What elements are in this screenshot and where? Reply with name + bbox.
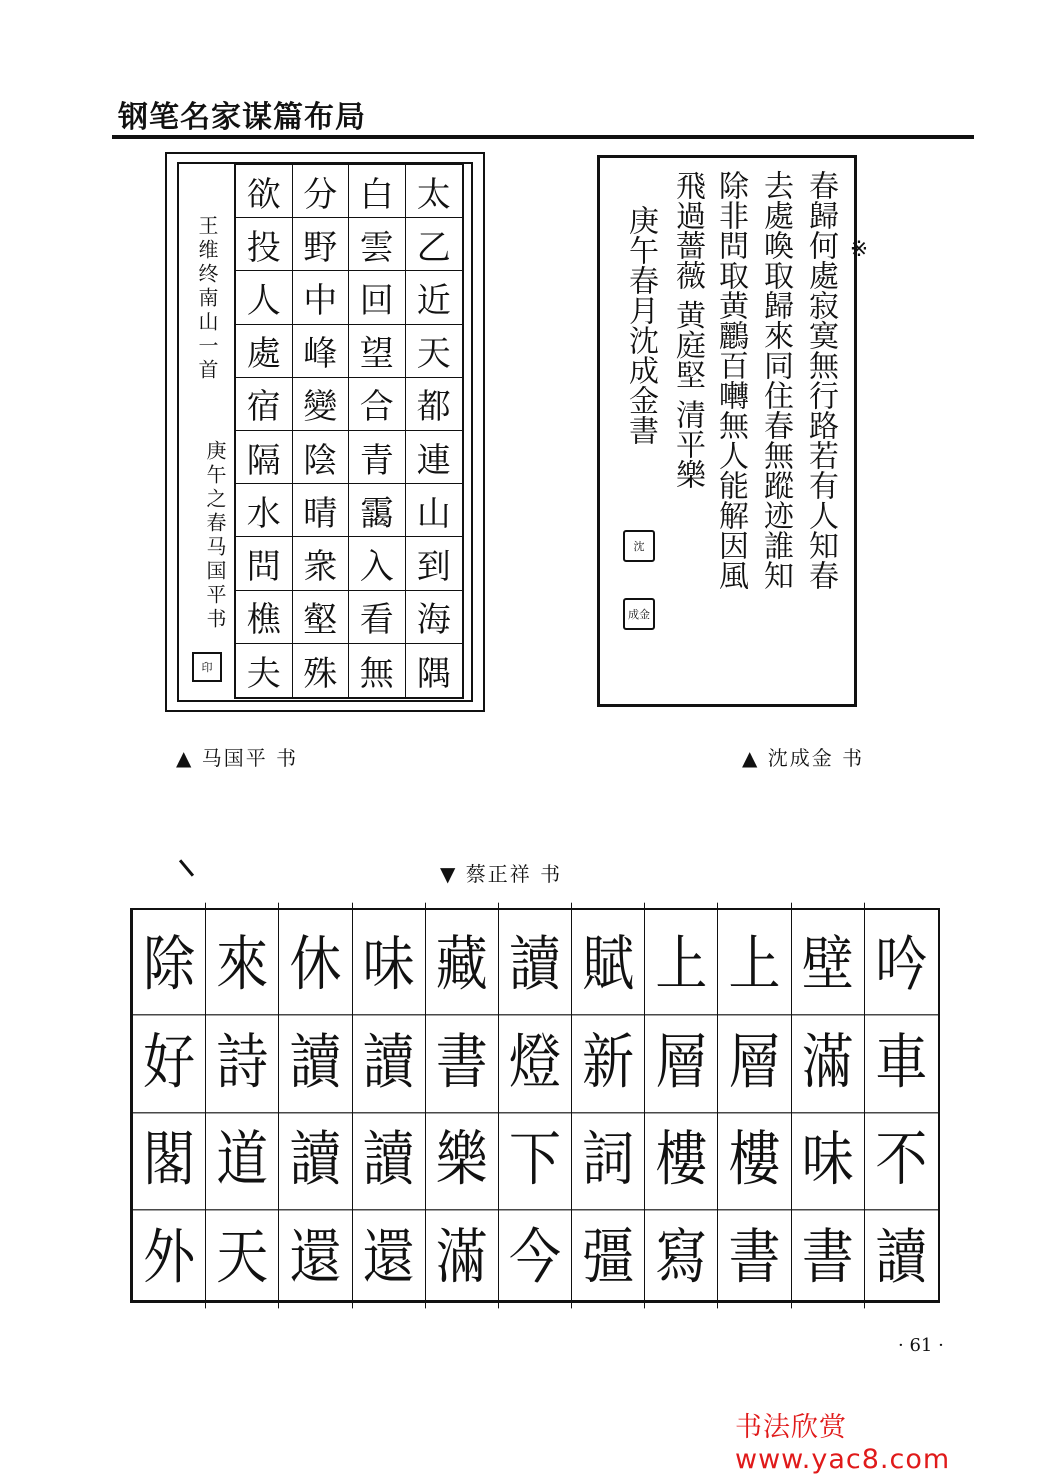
cai-grid-cell: 味	[792, 1098, 865, 1210]
ma-grid-cell: 晴	[293, 484, 350, 537]
scan-mark	[179, 859, 194, 876]
cai-grid-cell: 賦	[572, 903, 645, 1015]
ma-grid-cell: 山	[406, 484, 463, 537]
cai-grid-cell: 今	[499, 1195, 572, 1307]
cai-grid-cell: 不	[865, 1098, 938, 1210]
cai-grid-cell: 壁	[792, 903, 865, 1015]
ma-grid-cell: 殊	[293, 644, 350, 697]
cai-grid-cell: 燈	[499, 1000, 572, 1112]
ma-grid-cell: 衆	[293, 537, 350, 590]
ma-grid-cell: 回	[349, 271, 406, 324]
ma-grid-cell: 人	[236, 271, 293, 324]
cai-grid-cell: 滿	[426, 1195, 499, 1307]
ma-grid-cell: 投	[236, 218, 293, 271]
ma-grid-cell: 天	[406, 325, 463, 378]
cai-grid-cell: 天	[206, 1195, 279, 1307]
cai-zhengxiang-character-grid	[130, 908, 940, 1303]
cai-grid-cell: 書	[792, 1195, 865, 1307]
cai-grid-cell: 新	[572, 1000, 645, 1112]
cai-grid-cell: 層	[718, 1000, 791, 1112]
ma-grid-cell: 野	[293, 218, 350, 271]
shen-column-2: 去處喚取歸來同住春無蹤迹誰知	[758, 170, 793, 590]
page-number: · 61 ·	[898, 1335, 944, 1356]
cai-grid-cell: 好	[133, 1000, 206, 1112]
cai-grid-cell: 休	[279, 903, 352, 1015]
cai-grid-cell: 層	[645, 1000, 718, 1112]
cai-grid-cell: 書	[718, 1195, 791, 1307]
ma-grid-cell: 到	[406, 537, 463, 590]
cai-grid-cell: 樂	[426, 1098, 499, 1210]
header-rule	[112, 135, 974, 139]
cai-grid-cell: 詩	[206, 1000, 279, 1112]
cai-grid-cell: 讀	[353, 1098, 426, 1210]
site-watermark: 书法欣赏 www.yac8.com	[735, 1412, 951, 1475]
ma-grid-cell: 青	[349, 431, 406, 484]
cai-grid-cell: 樓	[718, 1098, 791, 1210]
ma-inscription-date: 庚午之春马国平书	[203, 440, 227, 632]
shen-chengjin-caption: ▲ 沈成金 书	[742, 746, 865, 770]
cai-grid-cell: 道	[206, 1098, 279, 1210]
shen-column-4: 飛過薔薇 黄庭堅 清平樂	[670, 170, 705, 490]
ma-grid-cell: 宿	[236, 378, 293, 431]
cai-grid-cell: 閣	[133, 1098, 206, 1210]
ma-grid-cell: 太	[406, 165, 463, 218]
ma-grid-cell: 海	[406, 591, 463, 644]
cai-grid-cell: 彊	[572, 1195, 645, 1307]
shen-seal-2: 成金	[623, 598, 655, 630]
cai-grid-cell: 除	[133, 903, 206, 1015]
ma-grid-cell: 隅	[416, 653, 451, 694]
ma-grid-cell: 分	[293, 165, 350, 218]
ma-grid-cell: 看	[349, 591, 406, 644]
cai-grid-cell: 書	[426, 1000, 499, 1112]
ma-grid-cell: 都	[406, 378, 463, 431]
ma-grid-cell: 無	[349, 644, 406, 697]
ma-grid-cell: 連	[406, 431, 463, 484]
ma-guoping-caption: ▲ 马国平 书	[176, 746, 299, 770]
cai-zhengxiang-caption: ▼ 蔡正祥 书	[440, 862, 563, 886]
ma-grid-cell: 壑	[293, 591, 350, 644]
ma-grid-cell: 入	[349, 537, 406, 590]
cai-grid-cell: 滿	[792, 1000, 865, 1112]
ma-grid-cell: 近	[406, 271, 463, 324]
ma-grid-cell: 隔	[236, 431, 293, 484]
cai-grid-cell: 車	[865, 1000, 938, 1112]
cai-grid-cell: 讀	[279, 1098, 352, 1210]
ma-grid-cell: 陰	[293, 431, 350, 484]
shen-column-1: 春歸何處寂寞無行路若有人知春	[803, 170, 838, 590]
ma-grid-cell: 變	[293, 378, 350, 431]
cai-grid-cell: 吟	[865, 903, 938, 1015]
ma-grid-cell: 中	[293, 271, 350, 324]
cai-grid-cell: 讀	[279, 1000, 352, 1112]
ma-grid-cell: 望	[349, 325, 406, 378]
cai-grid-cell: 讀	[499, 903, 572, 1015]
cai-grid-cell: 下	[499, 1098, 572, 1210]
ma-inscription-title: 王维终南山一首	[195, 215, 219, 383]
ma-guoping-character-grid	[234, 163, 464, 699]
ma-grid-cell: 樵	[236, 591, 293, 644]
ma-grid-cell: 問	[236, 537, 293, 590]
cai-grid-cell: 還	[279, 1195, 352, 1307]
page-title: 钢笔名家谋篇布局	[118, 100, 366, 135]
ma-grid-cell: 夫	[236, 644, 293, 697]
cai-grid-cell: 外	[133, 1195, 206, 1307]
cai-grid-cell: 樓	[645, 1098, 718, 1210]
cai-grid-cell: 藏	[426, 903, 499, 1015]
ma-grid-cell: 峰	[293, 325, 350, 378]
cai-grid-cell: 寫	[645, 1195, 718, 1307]
cai-grid-cell: 還	[353, 1195, 426, 1307]
cai-grid-cell: 來	[206, 903, 279, 1015]
cai-grid-cell: 讀	[875, 1223, 928, 1293]
cai-grid-cell: 讀	[353, 1000, 426, 1112]
cai-grid-cell: 味	[353, 903, 426, 1015]
shen-title-mark: ※	[849, 236, 869, 262]
ma-grid-cell: 靄	[349, 484, 406, 537]
shen-column-5: 庚午春月沈成金書	[623, 205, 658, 445]
ma-grid-cell: 水	[236, 484, 293, 537]
shen-seal-1: 沈	[623, 530, 655, 562]
shen-column-3: 除非問取黄鸝百囀無人能解因風	[713, 170, 748, 590]
ma-grid-cell: 雲	[349, 218, 406, 271]
ma-grid-cell: 白	[349, 165, 406, 218]
ma-grid-cell: 乙	[406, 218, 463, 271]
ma-grid-cell: 處	[236, 325, 293, 378]
cai-grid-cell: 上	[718, 903, 791, 1015]
ma-grid-cell: 合	[349, 378, 406, 431]
cai-grid-cell: 詞	[572, 1098, 645, 1210]
cai-grid-cell: 上	[645, 903, 718, 1015]
ma-grid-cell: 欲	[236, 165, 293, 218]
ma-seal: 印	[192, 652, 222, 682]
